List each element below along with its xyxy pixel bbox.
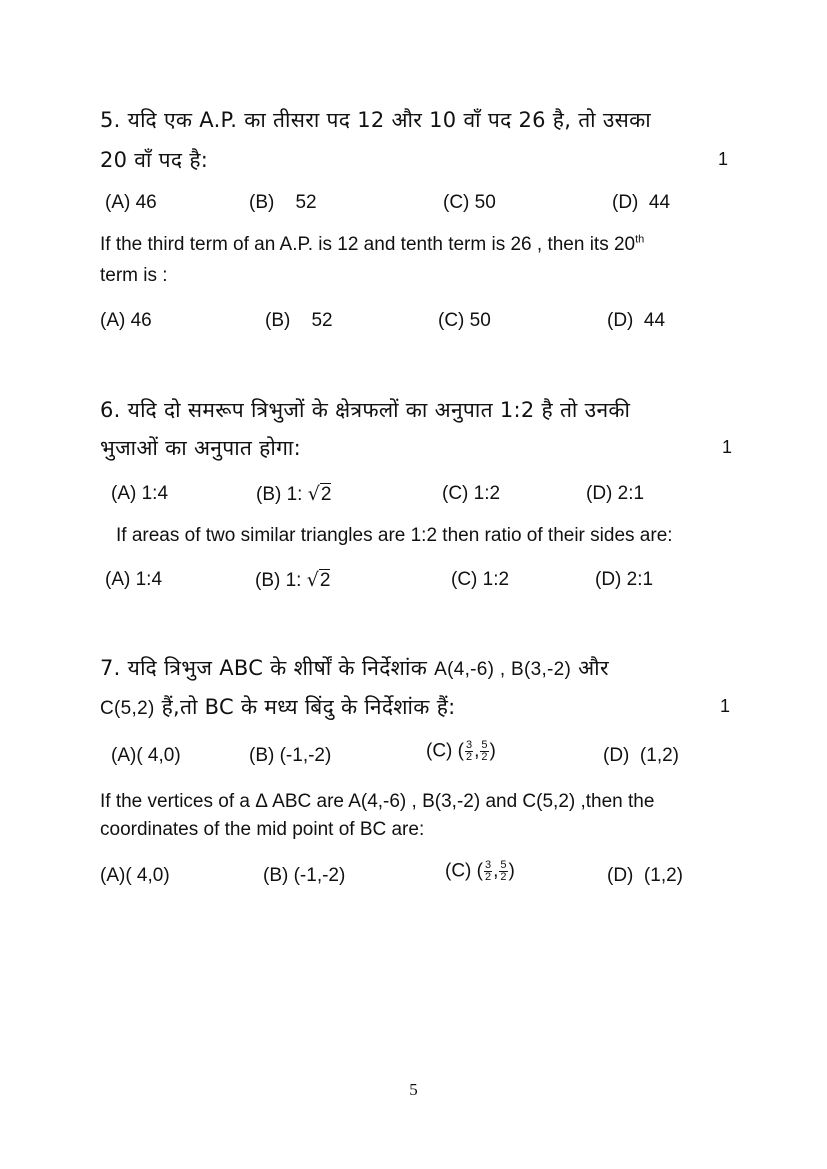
q7-hi-option-a: (A)( 4,0): [111, 745, 181, 766]
q5-hindi-line2: 20 वाँ पद है:: [100, 148, 209, 172]
q5-en-option-c: (C) 50: [438, 310, 491, 331]
q7-en-option-c-label: (C): [445, 860, 477, 882]
q6-number: 6.: [100, 398, 121, 422]
frac-den: 2: [465, 751, 473, 763]
q7-en-option-b: (B) (-1,-2): [263, 865, 346, 886]
q7-hindi-line1: [100, 654, 609, 682]
q5-hi-option-b: (B) 52: [249, 192, 317, 213]
q7-hi-option-c: [426, 740, 496, 763]
paren-close: ): [489, 740, 496, 762]
q6-en-option-a: (A) 1:4: [105, 569, 163, 590]
q7-marks: 1: [720, 696, 731, 716]
frac-num: 3: [465, 739, 473, 751]
q6-en-sqrt-arg: 2: [319, 570, 331, 591]
paren-open: (: [476, 860, 483, 882]
q6-en-option-d: (D) 2:1: [595, 569, 654, 590]
frac-num: 5: [481, 739, 488, 751]
q6-en-option-b-label: (B) 1:: [255, 570, 307, 591]
q6-hi-option-b-label: (B) 1:: [256, 484, 308, 505]
q5-marks: 1: [718, 149, 729, 169]
q5-hi-option-c: (C) 50: [443, 192, 496, 213]
q5-en-option-b: (B) 52: [265, 310, 333, 331]
q7-hindi-text1c: और: [571, 656, 609, 680]
page-number: 5: [409, 1080, 418, 1099]
q7-english-line2: coordinates of the mid point of BC are:: [100, 819, 425, 840]
q5-english-line2: term is :: [100, 265, 168, 286]
q5-hindi-text1: यदि एक A.P. का तीसरा पद 12 और 10 वाँ पद 26 है, तो उसका: [127, 108, 652, 132]
q6-english-line1: If areas of two similar triangles are 1:2 then ratio of their sides are:: [116, 525, 673, 546]
q7-hindi-c-coord: C(5,2): [100, 698, 155, 719]
frac-den: 2: [481, 751, 488, 763]
q5-english-sup: th: [635, 233, 645, 246]
q6-hi-option-c: (C) 1:2: [442, 483, 501, 504]
frac-den: 2: [484, 871, 492, 883]
sqrt-symbol-icon: √: [307, 483, 320, 505]
fraction-5-2: [499, 860, 507, 883]
sqrt-symbol-icon: √: [306, 569, 319, 591]
q7-en-option-d: (D) (1,2): [607, 865, 683, 886]
q5-hi-option-d: (D) 44: [612, 192, 671, 213]
fraction-3-2: [484, 860, 492, 883]
q6-hi-option-d: (D) 2:1: [586, 483, 645, 504]
q5-number: 5.: [100, 108, 121, 132]
q7-hi-option-d: (D) (1,2): [603, 745, 679, 766]
q7-hi-option-b: (B) (-1,-2): [249, 745, 332, 766]
frac-sep: ,: [493, 860, 499, 882]
q7-hindi-line2: [100, 693, 456, 721]
q7-english-line1: If the vertices of a Δ ABC are A(4,-6) , B(3,-2) and C(5,2) ,then the: [100, 791, 655, 812]
frac-den: 2: [500, 871, 507, 883]
q5-english-line1: [100, 234, 644, 256]
q5-english-text1: If the third term of an A.P. is 12 and tenth term is 26 , then its 20: [100, 234, 636, 255]
q7-en-option-a: (A)( 4,0): [100, 865, 170, 886]
q5-hindi-line1: [100, 106, 651, 134]
q6-hindi-line2: भुजाओं का अनुपात होगा:: [100, 436, 302, 460]
q5-hi-option-a: (A) 46: [105, 192, 157, 213]
paren-close: ): [508, 860, 515, 882]
q7-number: 7.: [100, 656, 121, 680]
frac-num: 5: [500, 859, 507, 871]
frac-sep: ,: [474, 740, 480, 762]
q6-en-option-b: [255, 569, 330, 592]
q6-marks: 1: [722, 437, 733, 457]
q6-hi-sqrt-arg: 2: [320, 484, 332, 505]
q7-hindi-text2b: हैं,तो BC के मध्य बिंदु के निर्देशांक हैं:: [154, 695, 456, 719]
q5-en-option-d: (D) 44: [607, 310, 666, 331]
fraction-3-2: [465, 740, 473, 763]
q6-hi-option-a: (A) 1:4: [111, 483, 169, 504]
q6-hi-option-b: [256, 483, 331, 506]
q7-hindi-text1a: यदि त्रिभुज ABC के शीर्षों के निर्देशांक: [127, 656, 435, 680]
q6-hindi-line1: [100, 396, 630, 424]
q7-en-option-c: [445, 860, 515, 883]
paren-open: (: [457, 740, 464, 762]
q7-hi-option-c-label: (C): [426, 740, 458, 762]
q6-hindi-text1: यदि दो समरूप त्रिभुजों के क्षेत्रफलों का अनुपात 1:2 है तो उनकी: [127, 398, 631, 422]
q5-en-option-a: (A) 46: [100, 310, 152, 331]
fraction-5-2: [480, 740, 488, 763]
q7-hindi-coords: A(4,-6) , B(3,-2): [434, 659, 572, 680]
frac-num: 3: [484, 859, 492, 871]
q6-en-option-c: (C) 1:2: [451, 569, 510, 590]
